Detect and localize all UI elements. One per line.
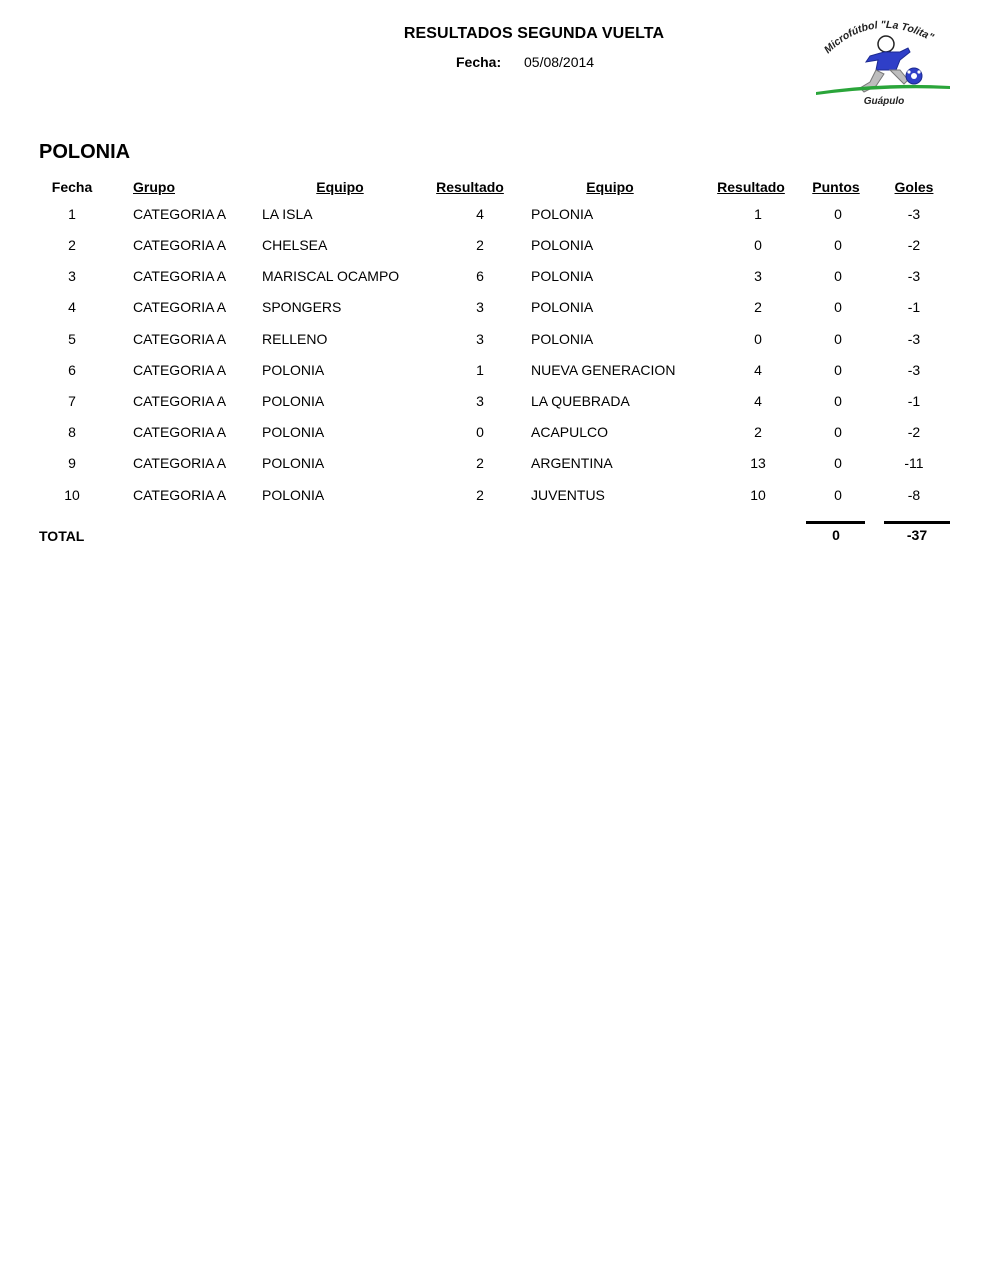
cell-fecha: 8 — [68, 424, 76, 440]
table-row — [0, 237, 990, 261]
cell-goles: -8 — [907, 487, 921, 503]
cell-grupo: CATEGORIA A — [133, 331, 227, 347]
total-puntos: 0 — [832, 527, 840, 543]
total-goles: -37 — [906, 527, 928, 543]
cell-equipo2: ARGENTINA — [531, 455, 613, 471]
club-logo — [812, 12, 954, 108]
cell-grupo: CATEGORIA A — [133, 268, 227, 284]
cell-resultado2: 0 — [754, 237, 762, 253]
cell-grupo: CATEGORIA A — [133, 362, 227, 378]
cell-equipo2: NUEVA GENERACION — [531, 362, 676, 378]
cell-equipo1: CHELSEA — [262, 237, 328, 253]
player-leg-right — [890, 70, 908, 84]
cell-grupo: CATEGORIA A — [133, 455, 227, 471]
player-head — [878, 36, 894, 52]
date-value: 05/08/2014 — [524, 54, 595, 70]
col-head-fecha: Fecha — [51, 179, 93, 195]
cell-fecha: 3 — [68, 268, 76, 284]
cell-puntos: 0 — [834, 237, 842, 253]
col-head-resultado-1: Resultado — [436, 179, 504, 195]
cell-puntos: 0 — [834, 299, 842, 315]
table-row — [0, 487, 990, 511]
cell-resultado1: 3 — [476, 331, 484, 347]
ball-panel-dot — [917, 70, 920, 73]
cell-resultado2: 3 — [754, 268, 762, 284]
table-row — [0, 206, 990, 230]
ball-panel — [911, 73, 917, 79]
cell-resultado2: 2 — [754, 424, 762, 440]
cell-resultado2: 10 — [750, 487, 766, 503]
cell-resultado1: 2 — [476, 237, 484, 253]
cell-equipo2: ACAPULCO — [531, 424, 609, 440]
col-head-resultado-2: Resultado — [717, 179, 785, 195]
cell-equipo1: POLONIA — [262, 362, 325, 378]
logo-text-bottom: Guápulo — [863, 96, 905, 107]
cell-resultado1: 6 — [476, 268, 484, 284]
cell-fecha: 5 — [68, 331, 76, 347]
cell-puntos: 0 — [834, 362, 842, 378]
cell-puntos: 0 — [834, 206, 842, 222]
cell-goles: -3 — [907, 268, 921, 284]
col-head-equipo-1: Equipo — [316, 179, 364, 195]
cell-goles: -1 — [907, 393, 921, 409]
cell-goles: -3 — [907, 362, 921, 378]
total-goles-rule — [884, 521, 950, 524]
cell-puntos: 0 — [834, 268, 842, 284]
cell-puntos: 0 — [834, 424, 842, 440]
cell-resultado1: 3 — [476, 299, 484, 315]
cell-grupo: CATEGORIA A — [133, 487, 227, 503]
cell-equipo2: POLONIA — [531, 299, 594, 315]
cell-resultado1: 0 — [476, 424, 484, 440]
cell-goles: -3 — [907, 206, 921, 222]
cell-grupo: CATEGORIA A — [133, 237, 227, 253]
date-label: Fecha: — [456, 54, 502, 70]
cell-goles: -1 — [907, 299, 921, 315]
team-heading: POLONIA — [39, 141, 131, 163]
table-row — [0, 424, 990, 448]
cell-equipo2: JUVENTUS — [531, 487, 605, 503]
cell-equipo1: POLONIA — [262, 424, 325, 440]
cell-resultado1: 1 — [476, 362, 484, 378]
col-head-equipo-2: Equipo — [586, 179, 634, 195]
logo-text-top: Microfútbol "La Tolita" — [821, 18, 936, 57]
cell-equipo1: RELLENO — [262, 331, 328, 347]
col-head-grupo: Grupo — [133, 179, 175, 195]
cell-equipo1: POLONIA — [262, 455, 325, 471]
cell-resultado1: 2 — [476, 455, 484, 471]
cell-equipo2: POLONIA — [531, 237, 594, 253]
cell-fecha: 7 — [68, 393, 76, 409]
cell-resultado2: 4 — [754, 362, 762, 378]
cell-fecha: 6 — [68, 362, 76, 378]
cell-equipo2: POLONIA — [531, 268, 594, 284]
cell-resultado1: 4 — [476, 206, 484, 222]
cell-puntos: 0 — [834, 487, 842, 503]
cell-resultado2: 13 — [750, 455, 766, 471]
cell-goles: -3 — [907, 331, 921, 347]
cell-equipo2: LA QUEBRADA — [531, 393, 630, 409]
cell-equipo1: MARISCAL OCAMPO — [262, 268, 400, 284]
cell-fecha: 1 — [68, 206, 76, 222]
table-row — [0, 393, 990, 417]
total-puntos-rule — [806, 521, 865, 524]
cell-equipo2: POLONIA — [531, 206, 594, 222]
table-row — [0, 299, 990, 323]
cell-resultado2: 0 — [754, 331, 762, 347]
cell-goles: -11 — [904, 455, 924, 471]
cell-grupo: CATEGORIA A — [133, 393, 227, 409]
grass-swoosh — [816, 85, 950, 95]
cell-grupo: CATEGORIA A — [133, 424, 227, 440]
cell-equipo1: LA ISLA — [262, 206, 313, 222]
cell-equipo1: POLONIA — [262, 487, 325, 503]
table-row — [0, 455, 990, 479]
table-row — [0, 268, 990, 292]
table-row — [0, 362, 990, 386]
cell-equipo1: POLONIA — [262, 393, 325, 409]
cell-resultado2: 4 — [754, 393, 762, 409]
cell-goles: -2 — [907, 237, 921, 253]
cell-puntos: 0 — [834, 331, 842, 347]
cell-fecha: 10 — [64, 487, 80, 503]
col-head-puntos: Puntos — [812, 179, 860, 195]
cell-grupo: CATEGORIA A — [133, 206, 227, 222]
cell-equipo2: POLONIA — [531, 331, 594, 347]
cell-resultado2: 2 — [754, 299, 762, 315]
total-label: TOTAL — [39, 528, 85, 544]
table-row — [0, 331, 990, 355]
cell-resultado1: 3 — [476, 393, 484, 409]
cell-puntos: 0 — [834, 393, 842, 409]
cell-resultado1: 2 — [476, 487, 484, 503]
cell-fecha: 4 — [68, 299, 76, 315]
cell-fecha: 2 — [68, 237, 76, 253]
cell-goles: -2 — [907, 424, 921, 440]
cell-fecha: 9 — [68, 455, 76, 471]
col-head-goles: Goles — [894, 179, 934, 195]
cell-resultado2: 1 — [754, 206, 762, 222]
ball-panel-dot — [907, 70, 910, 73]
cell-grupo: CATEGORIA A — [133, 299, 227, 315]
cell-puntos: 0 — [834, 455, 842, 471]
report-title: RESULTADOS SEGUNDA VUELTA — [403, 25, 665, 42]
cell-equipo1: SPONGERS — [262, 299, 342, 315]
